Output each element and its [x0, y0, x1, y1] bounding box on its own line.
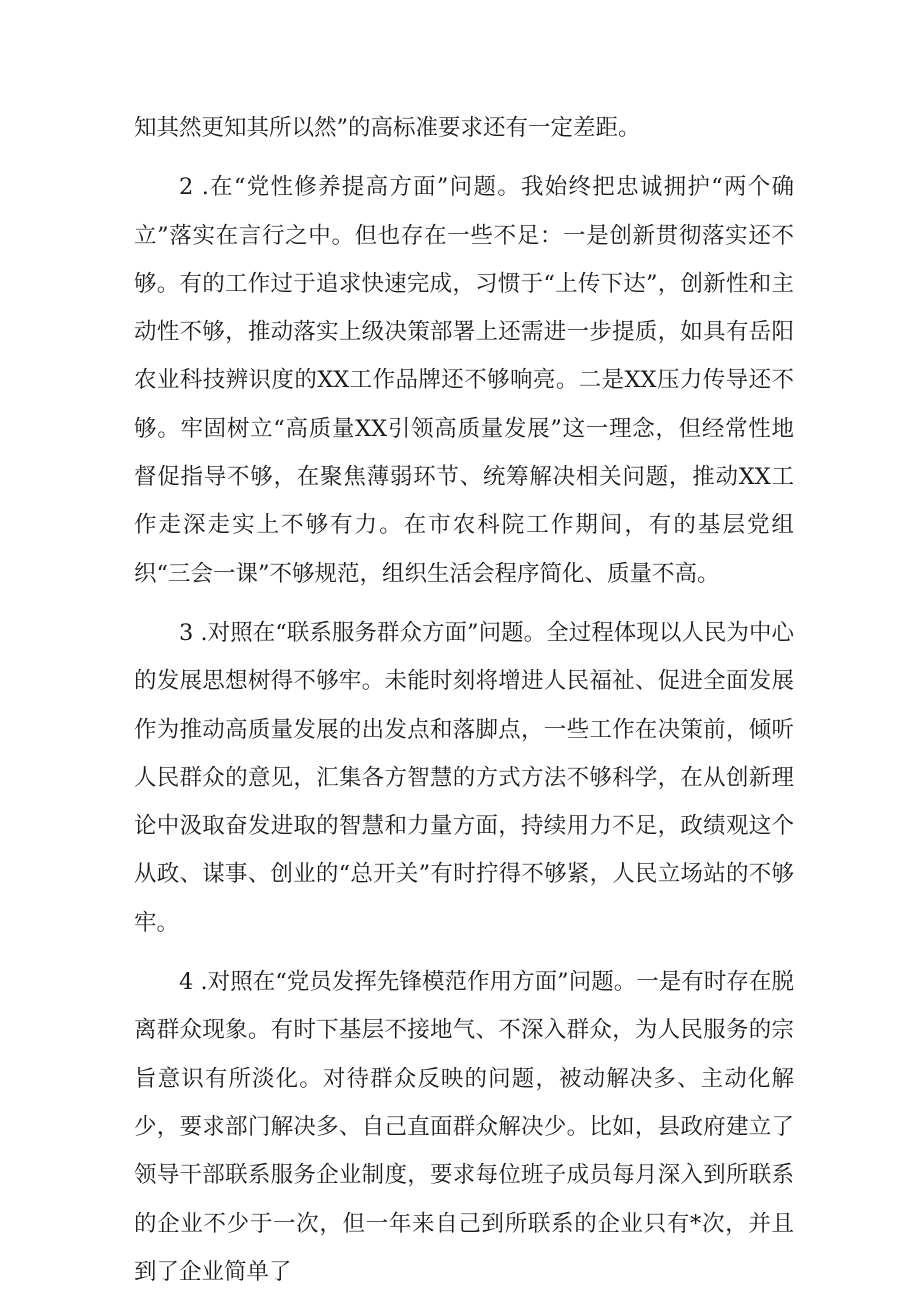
paragraph-serving-masses: 3 .对照在“联系服务群众方面”问题。全过程体现以人民为中心的发展思想树得不够牢。未能时刻将增进人民福祉、促进全面发展作为推动高质量发展的出发点和落脚点，一些工作在决策前，倾听人民群众的意见，汇集各方智慧的方式方法不够科学，在从创新理论中汲取奋发进取的智慧和力量方面，持续用力不足，政绩观这个从政、谋事、创业的“总开关”有时拧得不够紧，人民立场站的不够牢。 — [134, 619, 794, 936]
document-body — [134, 104, 794, 1307]
paragraph-continuation: 知其然更知其所以然”的高标准要求还有一定差距。 — [134, 115, 641, 141]
paragraph-party-spirit: 2 .在“党性修养提高方面”问题。我始终把忠诚拥护“两个确立”落实在言行之中。但也存在一些不足：一是创新贯彻落实还不够。有的工作过于追求快速完成，习惯于“上传下达”，创新性和主动性不够，推动落实上级决策部署上还需进一步提质，如具有岳阳农业科技辨识度的XX工作品牌还不够响亮。二是XX压力传导还不够。牢固树立“高质量XX引领高质量发展”这一理念，但经常性地督促指导不够，在聚焦薄弱环节、统筹解决相关问题，推动XX工作走深走实上不够有力。在市农科院工作期间，有的基层党组织“三会一课”不够规范，组织生活会程序简化、质量不高。 — [134, 174, 794, 587]
paragraph-vanguard-role: 4 .对照在“党员发挥先锋模范作用方面”问题。一是有时存在脱离群众现象。有时下基层不接地气、不深入群众，为人民服务的宗旨意识有所淡化。对待群众反映的问题，被动解决多、主动化解少，要求部门解决多、自己直面群众解决少。比如，县政府建立了领导干部联系服务企业制度，要求每位班子成员每月深入到所联系的企业不少于一次，但一年来自己到所联系的企业只有*次，并且到了企业简单了 — [134, 969, 794, 1285]
